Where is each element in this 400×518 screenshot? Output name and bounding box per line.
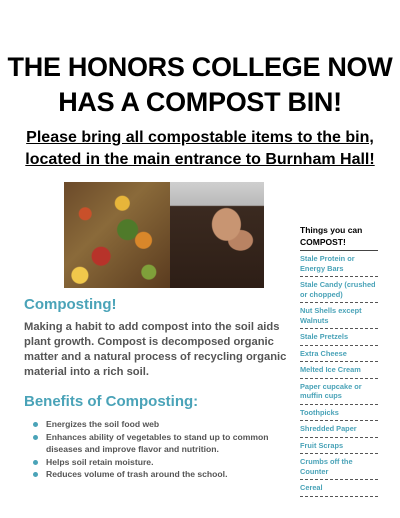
title-line-1: THE HONORS COLLEGE NOW	[7, 52, 393, 82]
composting-heading: Composting!	[24, 296, 117, 313]
benefits-list	[30, 418, 300, 481]
sidebar-item: Paper cupcake or muffin cups	[300, 379, 378, 405]
food-scraps-photo	[64, 182, 170, 288]
composting-text: Making a habit to add compost into the soil aids plant growth. Compost is decomposed organic matter and a natural process of recycling organic material into a rich soil.	[24, 321, 287, 378]
main-title	[0, 50, 400, 120]
sidebar-item: Stale Pretzels	[300, 329, 378, 346]
sidebar-item: Crumbs off the Counter	[300, 454, 378, 480]
sidebar-item: Toothpicks	[300, 405, 378, 422]
sidebar-title-line-1: Things you can	[300, 225, 363, 235]
benefits-heading: Benefits of Composting:	[24, 393, 199, 410]
sidebar-item: Cereal	[300, 480, 378, 497]
sidebar-item: Fruit Scraps	[300, 438, 378, 455]
compostable-items-sidebar	[300, 224, 378, 497]
benefit-item: Enhances ability of vegetables to stand up to common diseases and improve flavor and nutrition.	[30, 431, 300, 456]
sidebar-item: Shredded Paper	[300, 421, 378, 438]
soil-hands-photo	[170, 182, 264, 288]
benefit-item: Reduces volume of trash around the school.	[30, 468, 300, 481]
subtitle-line-1: Please bring all compostable items to the bin,	[26, 129, 374, 146]
sidebar-item: Stale Candy (crushed or chopped)	[300, 277, 378, 303]
subtitle-line-2: located in the main entrance to Burnham Hall!	[25, 151, 375, 168]
sidebar-title	[300, 224, 378, 251]
benefit-item: Energizes the soil food web	[30, 418, 300, 431]
sidebar-item: Melted Ice Cream	[300, 362, 378, 379]
sidebar-item: Stale Protein or Energy Bars	[300, 251, 378, 277]
title-line-2: HAS A COMPOST BIN!	[58, 87, 342, 117]
compost-photo	[64, 182, 264, 288]
sidebar-title-line-2: COMPOST!	[300, 237, 346, 247]
sidebar-list	[300, 251, 378, 497]
sidebar-item: Nut Shells except Walnuts	[300, 303, 378, 329]
sidebar-item: Extra Cheese	[300, 346, 378, 363]
subtitle	[0, 127, 400, 171]
benefit-item: Helps soil retain moisture.	[30, 456, 300, 469]
